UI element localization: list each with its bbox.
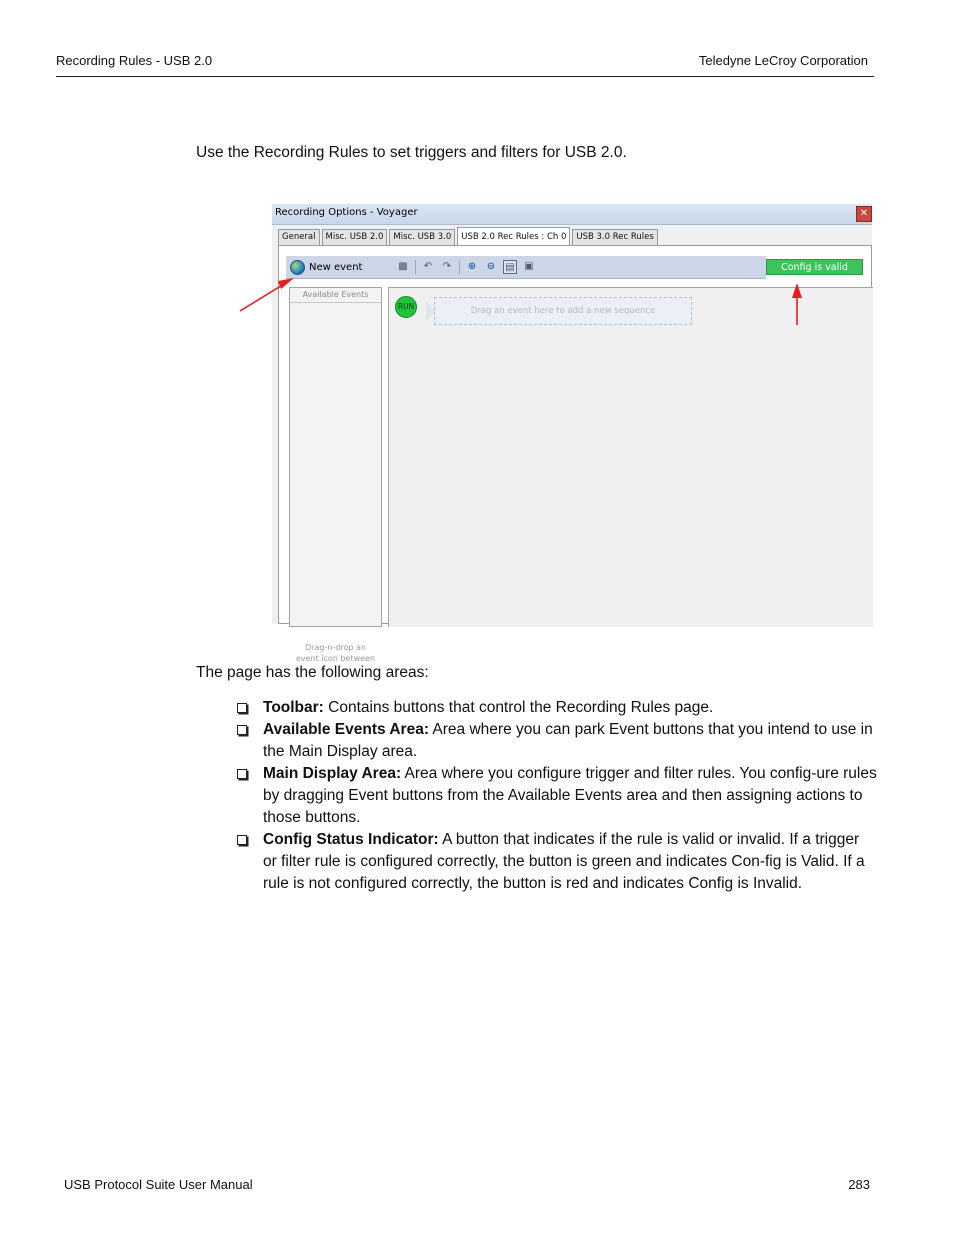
close-icon[interactable]: ✕ [856, 206, 872, 222]
redo-icon[interactable]: ↷ [442, 261, 452, 272]
available-events-hint [290, 642, 381, 664]
tab-usb3-rec-rules[interactable]: USB 3.0 Rec Rules [572, 229, 657, 245]
intro-paragraph: Use the Recording Rules to set triggers and filters for USB 2.0. [196, 144, 627, 161]
toolbar [286, 256, 766, 279]
globe-icon [290, 260, 305, 275]
list-term: Config Status Indicator: [263, 831, 439, 848]
rec-rules-panel [278, 245, 872, 663]
areas-intro: The page has the following areas: [196, 664, 429, 681]
properties-icon[interactable]: ▣ [524, 261, 534, 272]
new-event-button[interactable] [290, 259, 362, 275]
config-status-indicator[interactable]: Config is valid [766, 259, 863, 275]
checkbox-bullet-icon [237, 769, 247, 779]
running-header-left: Recording Rules - USB 2.0 [56, 53, 213, 68]
hint-line: event icon between [295, 654, 376, 663]
list-term: Available Events Area: [263, 721, 429, 738]
areas-list [237, 697, 877, 895]
available-events-area [289, 287, 382, 663]
toolbar-icons [396, 260, 541, 274]
list-term: Main Display Area: [263, 765, 402, 782]
recording-options-screenshot [272, 204, 872, 663]
new-event-label: New event [309, 261, 363, 273]
zoom-in-icon[interactable]: ⊕ [467, 261, 477, 272]
checkbox-bullet-icon [237, 725, 247, 735]
zoom-out-icon[interactable]: ⊖ [486, 261, 496, 272]
toolbar-separator [415, 260, 416, 274]
tab-misc-usb-3[interactable]: Misc. USB 3.0 [389, 229, 455, 245]
run-button[interactable]: RUN [395, 296, 417, 318]
page-number: 283 [848, 1177, 870, 1192]
hint-line: Drag-n-drop an [305, 643, 366, 652]
list-desc: A button that indicates if the rule is valid or invalid. If a trigger or filter rule is configured correctly, the button is green and indicates Con-fig is Valid. If a rule is not configured correctly, the button is red and indicates Config is Invalid. [263, 831, 865, 892]
list-item [237, 763, 877, 829]
list-desc: Area where you can park Event buttons that you intend to use in the Main Display area. [263, 721, 873, 760]
toolbar-separator [459, 260, 460, 274]
tab-misc-usb-2[interactable]: Misc. USB 2.0 [322, 229, 388, 245]
list-term: Toolbar: [263, 699, 324, 716]
window-titlebar [272, 204, 872, 225]
grid-view-icon[interactable]: ▤ [503, 260, 517, 274]
running-header-right: Teledyne LeCroy Corporation [698, 53, 868, 68]
list-desc: Area where you configure trigger and filter rules. You config-ure rules by dragging Event buttons from the Available Events area and then assigning actions to those buttons. [263, 765, 877, 826]
tab-general[interactable]: General [278, 229, 320, 245]
tab-strip [278, 228, 660, 245]
checkbox-bullet-icon [237, 835, 247, 845]
footer-left: USB Protocol Suite User Manual [64, 1177, 253, 1192]
checkbox-bullet-icon [237, 703, 247, 713]
list-desc: Contains buttons that control the Recording Rules page. [323, 699, 714, 716]
delete-icon[interactable]: ▩ [398, 261, 408, 272]
main-display-area[interactable] [388, 287, 873, 627]
list-item [237, 697, 877, 719]
sequence-drop-zone[interactable]: Drag an event here to add a new sequence [434, 297, 692, 325]
header-rule [56, 76, 874, 77]
window-title: Recording Options - Voyager [275, 207, 418, 218]
list-item [237, 719, 877, 763]
available-events-header: Available Events [290, 288, 381, 303]
tab-usb2-rec-rules[interactable]: USB 2.0 Rec Rules : Ch 0 [457, 227, 570, 246]
list-item [237, 829, 877, 895]
undo-icon[interactable]: ↶ [423, 261, 433, 272]
